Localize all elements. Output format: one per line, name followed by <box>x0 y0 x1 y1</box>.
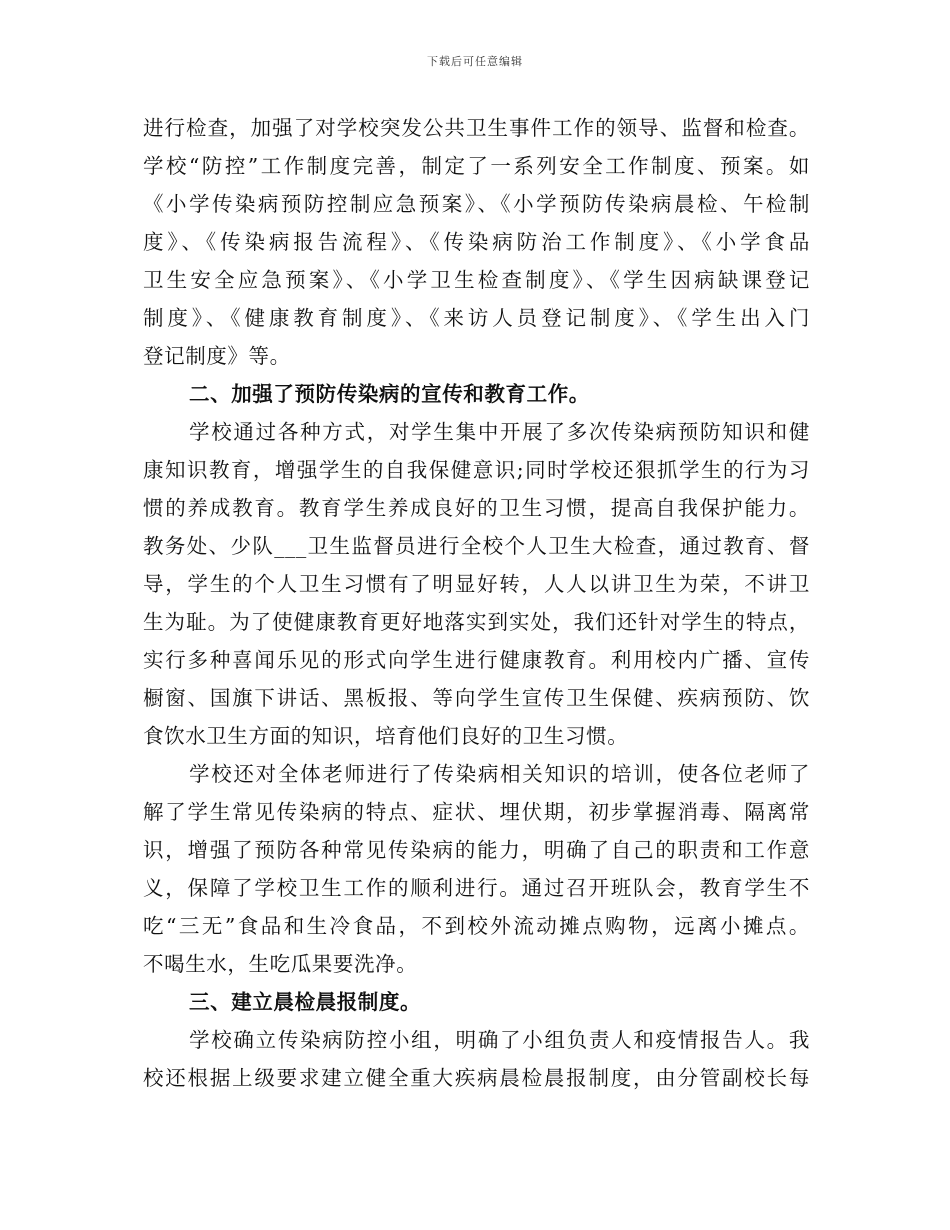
text-line: 橱窗、国旗下讲话、黑板报、等向学生宣传卫生保健、疾病预防、饮 <box>143 686 810 710</box>
paragraph <box>143 755 810 983</box>
text-line: 识，增强了预防各种常见传染病的能力，明确了自己的职责和工作意 <box>143 838 810 862</box>
text-line: 惯的养成教育。教育学生养成良好的卫生习惯，提高自我保护能力。 <box>143 496 810 520</box>
text-line: 实行多种喜闻乐见的形式向学生进行健康教育。利用校内广播、宣传 <box>143 648 810 672</box>
paragraph <box>143 1021 810 1097</box>
text-line: 解了学生常见传染病的特点、症状、埋伏期，初步掌握消毒、隔离常 <box>143 800 810 824</box>
text-line: 学校还对全体老师进行了传染病相关知识的培训，使各位老师了 <box>189 762 810 786</box>
text-line: 学校“防控”工作制度完善，制定了一系列安全工作制度、预案。如 <box>143 154 810 178</box>
text-line: 康知识教育，增强学生的自我保健意识;同时学校还狠抓学生的行为习 <box>143 458 810 482</box>
text-line: 教务处、少队___卫生监督员进行全校个人卫生大检查，通过教育、督 <box>143 534 810 558</box>
text-line: 吃“三无”食品和生冷食品，不到校外流动摊点购物，远离小摊点。 <box>143 914 810 938</box>
text-line: 不喝生水，生吃瓜果要洗净。 <box>143 952 418 976</box>
text-line: 食饮水卫生方面的知识，培育他们良好的卫生习惯。 <box>143 724 629 748</box>
text-line: 《小学传染病预防控制应急预案》、《小学预防传染病晨检、午检制 <box>143 192 810 216</box>
text-line: 登记制度》等。 <box>143 344 291 368</box>
document-body <box>143 109 810 1097</box>
text-line: 导，学生的个人卫生习惯有了明显好转，人人以讲卫生为荣，不讲卫 <box>143 572 810 596</box>
text-line: 学校确立传染病防控小组，明确了小组负责人和疫情报告人。我 <box>189 1028 810 1052</box>
text-line: 生为耻。为了使健康教育更好地落实到实处，我们还针对学生的特点， <box>143 610 810 634</box>
page-header: 下载后可任意编辑 <box>427 55 523 68</box>
text-line: 卫生安全应急预案》、《小学卫生检查制度》、《学生因病缺课登记 <box>143 268 810 292</box>
section-heading: 三、建立晨检晨报制度。 <box>189 990 422 1014</box>
text-line: 进行检查，加强了对学校突发公共卫生事件工作的领导、监督和检查。 <box>143 116 810 140</box>
section-heading: 二、加强了预防传染病的宣传和教育工作。 <box>189 382 590 406</box>
paragraph <box>143 109 810 375</box>
text-line: 度》、《传染病报告流程》、《传染病防治工作制度》、《小学食品 <box>143 230 810 254</box>
text-line: 校还根据上级要求建立健全重大疾病晨检晨报制度，由分管副校长每 <box>143 1066 810 1090</box>
text-line: 制度》、《健康教育制度》、《来访人员登记制度》、《学生出入门 <box>143 306 810 330</box>
paragraph <box>143 413 810 755</box>
text-line: 学校通过各种方式，对学生集中开展了多次传染病预防知识和健 <box>189 420 810 444</box>
text-line: 义，保障了学校卫生工作的顺利进行。通过召开班队会，教育学生不 <box>143 876 810 900</box>
